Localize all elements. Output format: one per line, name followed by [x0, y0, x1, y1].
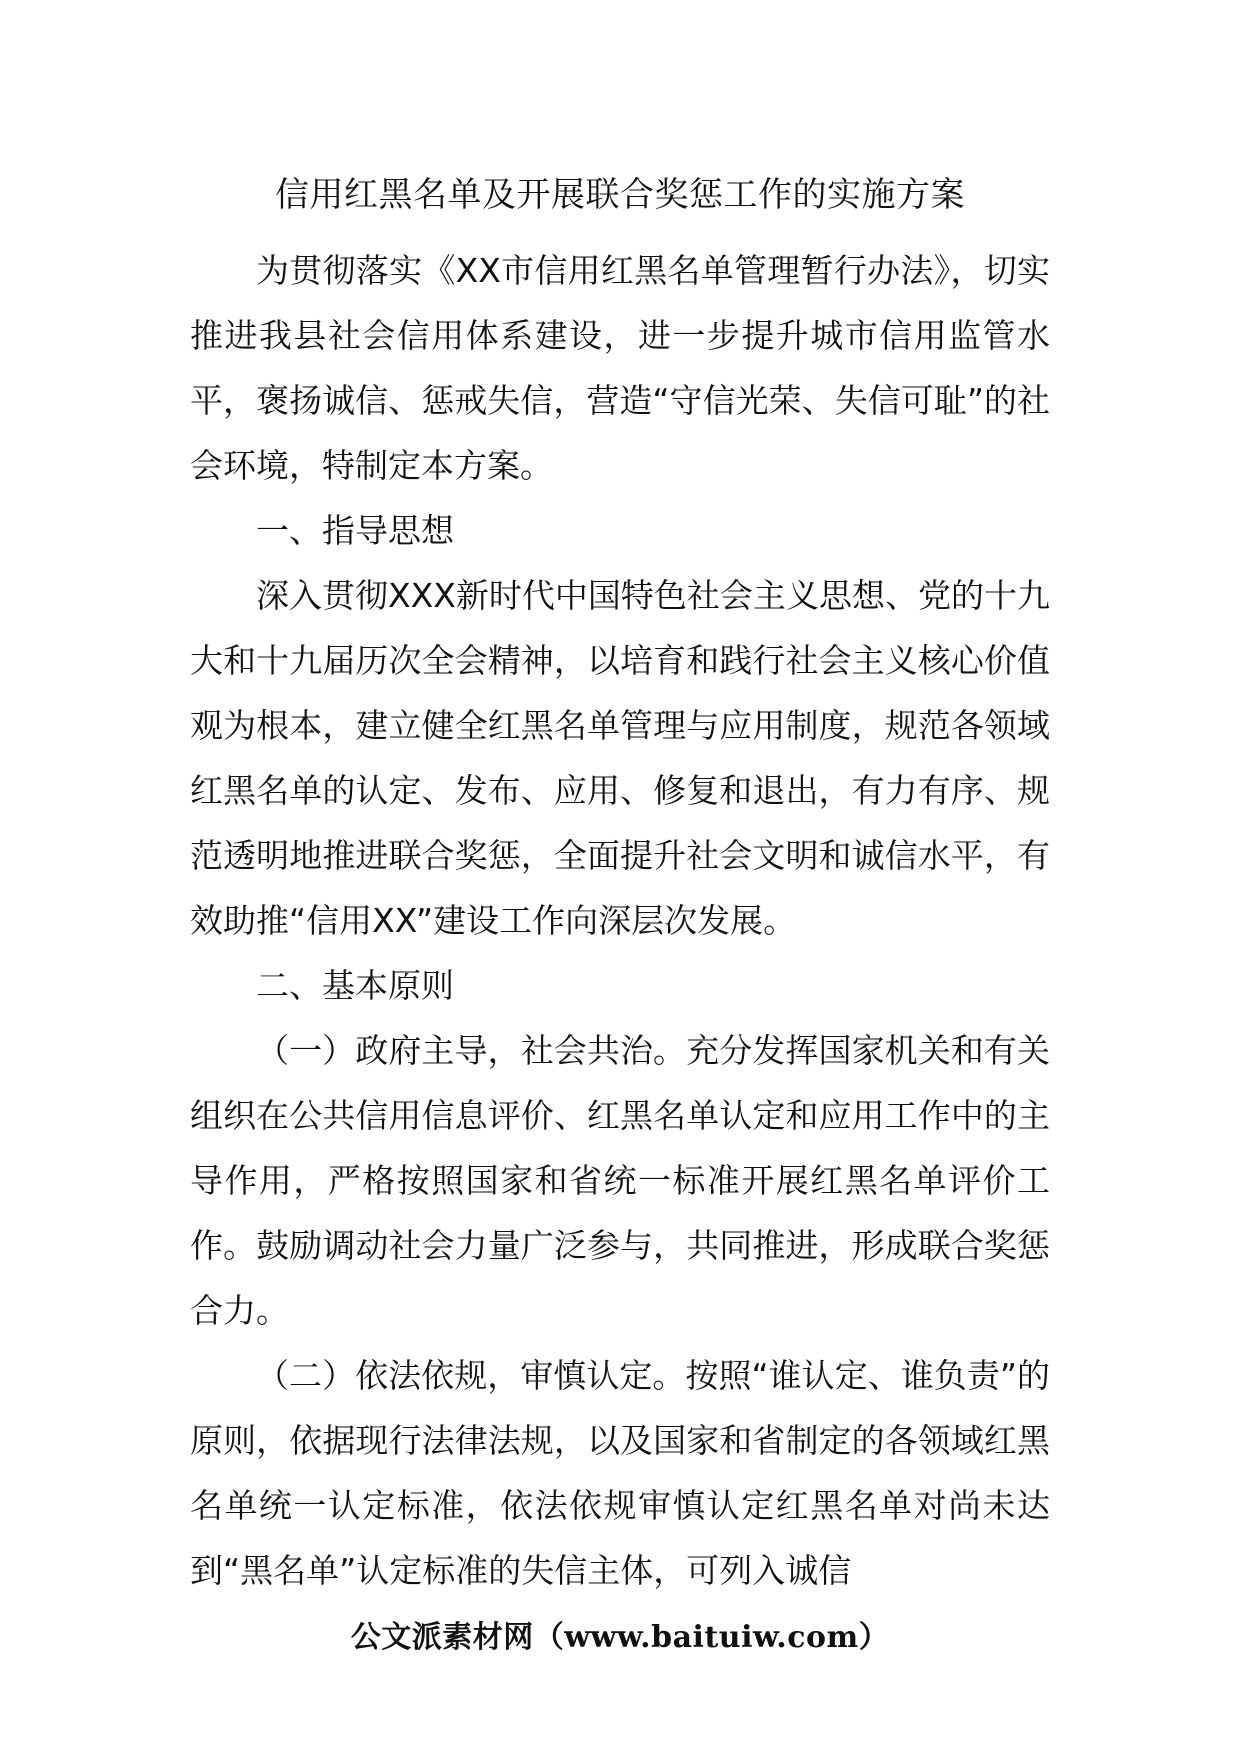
- document-body: [190, 238, 1050, 1603]
- footer-watermark: 公文派素材网（www.baituiw.com）: [350, 1620, 890, 1655]
- section-heading-guiding-ideology: 一、指导思想: [256, 511, 454, 550]
- principle-two-paragraph: （二）依法依规，审慎认定。按照“谁认定、谁负责”的原则，依据现行法律法规，以及国家和省制定的各领域红黑名单统一认定标准，依法依规审慎认定红黑名单对尚未达到“黑名单”认定标准的失信主体，可列入诚信: [190, 1356, 1050, 1590]
- section-heading-basic-principles: 二、基本原则: [256, 966, 454, 1005]
- intro-paragraph: 为贯彻落实《XX市信用红黑名单管理暂行办法》，切实推进我县社会信用体系建设，进一步提升城市信用监管水平，褒扬诚信、惩戒失信，营造“守信光荣、失信可耻”的社会环境，特制定本方案。: [190, 251, 1050, 485]
- document-title: 信用红黑名单及开展联合奖惩工作的实施方案: [275, 175, 965, 215]
- guiding-ideology-paragraph: 深入贯彻XXX新时代中国特色社会主义思想、党的十九大和十九届历次全会精神，以培育和践行社会主义核心价值观为根本，建立健全红黑名单管理与应用制度，规范各领域红黑名单的认定、发布、应用、修复和退出，有力有序、规范透明地推进联合奖惩，全面提升社会文明和诚信水平，有效助推“信用XX”建设工作向深层次发展。: [190, 576, 1050, 940]
- principle-one-paragraph: （一）政府主导，社会共治。充分发挥国家机关和有关组织在公共信用信息评价、红黑名单认定和应用工作中的主导作用，严格按照国家和省统一标准开展红黑名单评价工作。鼓励调动社会力量广泛参与，共同推进，形成联合奖惩合力。: [190, 1031, 1050, 1330]
